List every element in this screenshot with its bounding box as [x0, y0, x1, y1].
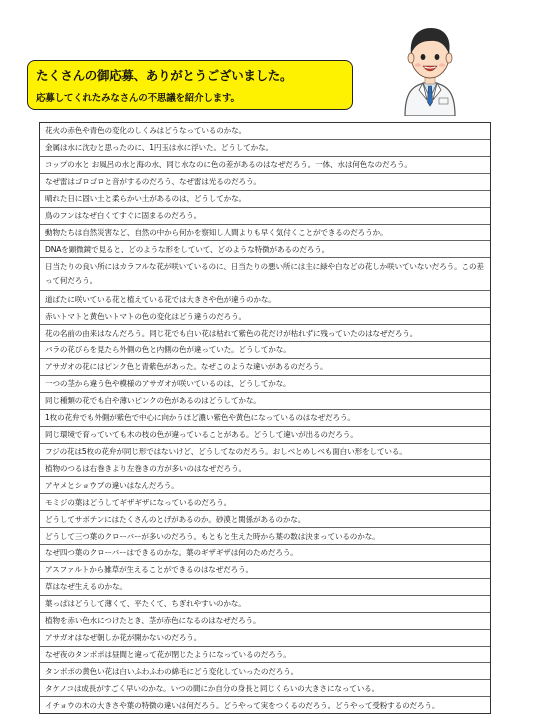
banner-subtitle: 応募してくれたみなさんの不思議を紹介します。 — [36, 93, 240, 104]
question-row: イチョウの木の大きさや葉の特徴の違いは何だろう。どうやって実をつくるのだろう。どうやって受粉するのだろう。 — [45, 700, 440, 710]
question-row: なぜ夜のタンポポは昼間と違って花が閉じたようになっているのだろう。 — [40, 647, 490, 664]
question-row: タケノコは成長がすごく早いのかな。いつの間にか自分の身長と同じくらいの大きさになっている。 — [40, 680, 490, 697]
question-row: 1枚の花弁でも外側が紫色で中心に向かうほど濃い紫色や黄色になっているのはなぜだろう。 — [40, 410, 490, 427]
question-row: なぜ雷はゴロゴロと音がするのだろう、なぜ雷は光るのだろう。 — [40, 174, 490, 191]
question-row: 花火の赤色や青色の変化のしくみはどうなっているのかな。 — [40, 123, 490, 140]
question-row: 動物たちは自然災害など、自然の中から何かを察知し人間よりも早く気付くことができるのだろうか。 — [40, 225, 490, 242]
question-row: タンポポの黄色い花は白いふわふわの綿毛にどう変化していったのだろう。 — [40, 663, 490, 680]
question-row: モミジの葉はどうしてギザギザになっているのだろう。 — [40, 494, 490, 511]
question-row: アヤメとショウブの違いはなんだろう。 — [40, 477, 490, 494]
question-row: 鳥のフンはなぜ白くてすぐに固まるのだろう。 — [40, 208, 490, 225]
question-row: 花の名前の由来はなんだろう。同じ花でも白い花は枯れて紫色の花だけが枯れずに残っていたのはなぜだろう。 — [40, 325, 490, 342]
question-row: どうして三つ葉のクローバーが多いのだろう。もともと生えた時から葉の数は決まっているのかな。 — [40, 528, 490, 545]
question-row: 赤いトマトと黄色いトマトの色の変化はどう違うのだろう。 — [40, 308, 490, 325]
question-row: どうしてサボテンにはたくさんのとげがあるのか。砂漠と関係があるのかな。 — [40, 511, 490, 528]
question-row: 道ばたに咲いている花と植えている花では大きさや色が違うのかな。 — [40, 291, 490, 308]
question-row: 晴れた日に固い土と柔らかい土があるのは、どうしてかな。 — [40, 191, 490, 208]
question-row: アスファルトから雑草が生えることができるのはなぜだろう。 — [40, 562, 490, 579]
questions-table — [39, 122, 491, 714]
announcement-banner — [27, 60, 353, 110]
question-row: アサガオはなぜ朝しか花が開かないのだろう。 — [40, 630, 490, 647]
question-row: 同じ環境で育っていても木の枝の色が違っていることがある。どうして違いが出るのだろう。 — [40, 427, 490, 444]
question-row: DNAを顕微鏡で見ると、どのような形をしていて、どのような特徴があるのだろう。 — [40, 241, 490, 258]
question-row: なぜ四つ葉のクローバーはできるのかな。葉のギザギザは何のためだろう。 — [40, 545, 490, 562]
question-row: 日当たりの良い所にはカラフルな花が咲いているのに、日当たりの悪い所には主に緑や白などの花しか咲いていないだろう。この差って何だろう。 — [40, 258, 490, 291]
question-row: コップの水と お風呂の水と海の水、同じ水なのに色の差があるのはなぜだろう。一体、水は何色なのだろう。 — [40, 157, 490, 174]
question-row: 金属は水に沈むと思ったのに、1円玉は水に浮いた。どうしてかな。 — [40, 140, 490, 157]
question-row: 植物のつるは右巻きより左巻きの方が多いのはなぜだろう。 — [40, 460, 490, 477]
question-row: バラの花びらを見たら外側の色と内側の色が違っていた。どうしてかな。 — [40, 342, 490, 359]
question-row: フジの花は5枚の花弁が同じ形ではないけど、どうしてなのだろう。おしべとめしべも面白い形をしている。 — [40, 444, 490, 461]
banner-title: たくさんの御応募、ありがとうございました。 — [36, 68, 293, 83]
question-row: 植物を赤い色水につけたとき、茎が赤色になるのはなぜだろう。 — [40, 613, 490, 630]
question-row: 草はなぜ生えるのかな。 — [40, 579, 490, 596]
question-row: 一つの茎から違う色や模様のアサガオが咲いているのは、どうしてかな。 — [40, 376, 490, 393]
question-row: 同じ種類の花でも白や薄いピンクの色があるのはどうしてかな。 — [40, 393, 490, 410]
doctor-icon — [397, 16, 463, 116]
question-row: アサガオの花にはピンク色と青紫色があった。なぜこのような違いがあるのだろう。 — [40, 359, 490, 376]
question-row: 葉っぱはどうして薄くて、平たくて、ちぎれやすいのかな。 — [40, 596, 490, 613]
